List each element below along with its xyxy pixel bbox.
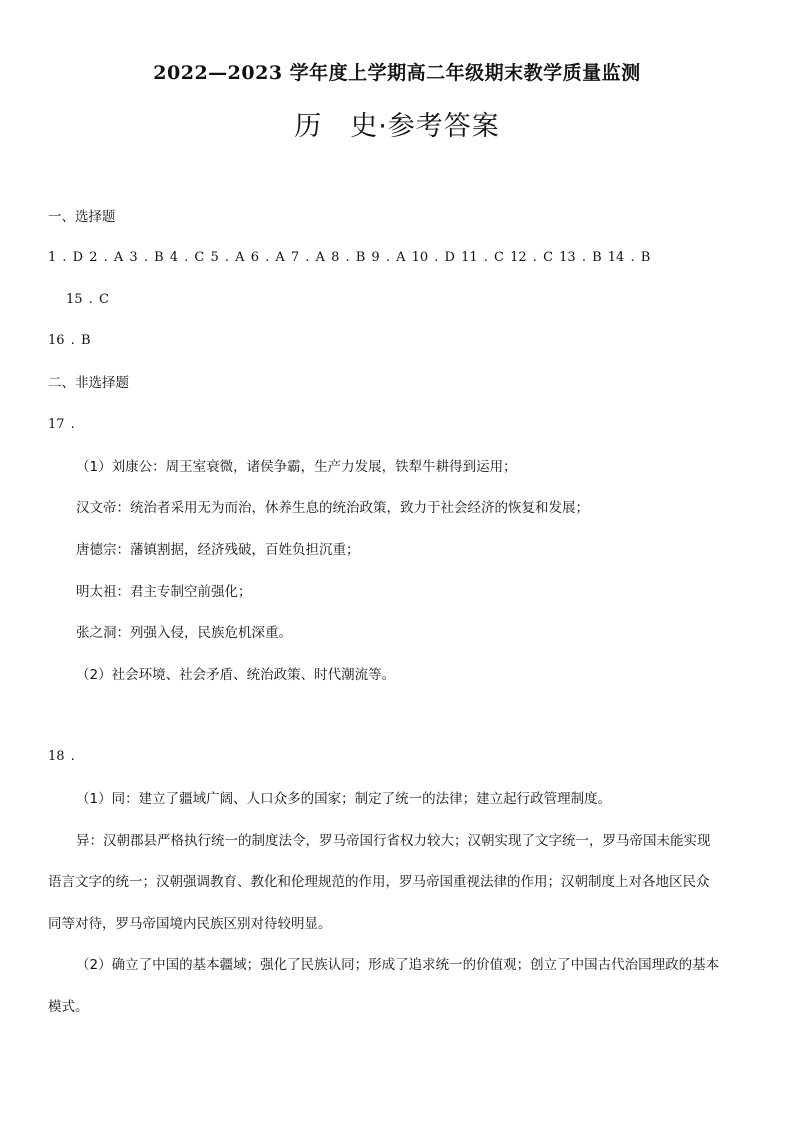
choice-answers-row-2: 15 . C (66, 292, 109, 307)
q17-line: 明太祖：君主专制空前强化； (76, 584, 252, 600)
q18-diff-line: 语言文字的统一；汉朝强调教育、教化和伦理规范的作用，罗马帝国重视法律的作用；汉朝制度上对各地区民众 (48, 874, 710, 890)
q18-part1-line: （1）同：建立了疆域广阔、人口众多的国家；制定了统一的法律；建立起行政管理制度。 (76, 791, 612, 807)
q17-number: 17 . (48, 417, 75, 432)
page-subtitle: 历 史·参考答案 (294, 111, 500, 142)
q17-part2-line: （2）社会环境、社会矛盾、统治政策、时代潮流等。 (76, 667, 396, 683)
q17-line: 张之洞：列强入侵，民族危机深重。 (76, 625, 292, 641)
choice-answers-row-1: 1 . D 2 . A 3 . B 4 . C 5 . A 6 . A 7 . A 8 . B 9 . A 10 . D 11 . C 12 . C 13 . B 14 . B (48, 250, 651, 265)
q18-number: 18 . (48, 749, 75, 764)
q18-diff-line: 异：汉朝郡县严格执行统一的制度法令，罗马帝国行省权力较大；汉朝实现了文字统一，罗马帝国未能实现 (76, 833, 711, 849)
q17-part1-line: （1）刘康公：周王室衰微，诸侯争霸，生产力发展，铁犁牛耕得到运用； (76, 459, 517, 475)
q18-part2-line: （2）确立了中国的基本疆域；强化了民族认同；形成了追求统一的价值观；创立了中国古代治国理政的基本 (76, 957, 720, 973)
q18-diff-line: 同等对待，罗马帝国境内民族区别对待较明显。 (48, 916, 332, 932)
choice-answers-row-3: 16 . B (48, 333, 91, 348)
q17-line: 汉文帝：统治者采用无为而治，休养生息的统治政策，致力于社会经济的恢复和发展； (76, 500, 589, 516)
section-heading-choice: 一、选择题 (48, 209, 116, 225)
section-heading-nonchoice: 二、非选择题 (48, 375, 129, 391)
q17-line: 唐德宗：藩镇割据，经济残破，百姓负担沉重； (76, 542, 360, 558)
q18-part2-line: 模式。 (48, 999, 89, 1015)
page-title: 2022—2023 学年度上学期高二年级期末教学质量监测 (153, 62, 641, 84)
